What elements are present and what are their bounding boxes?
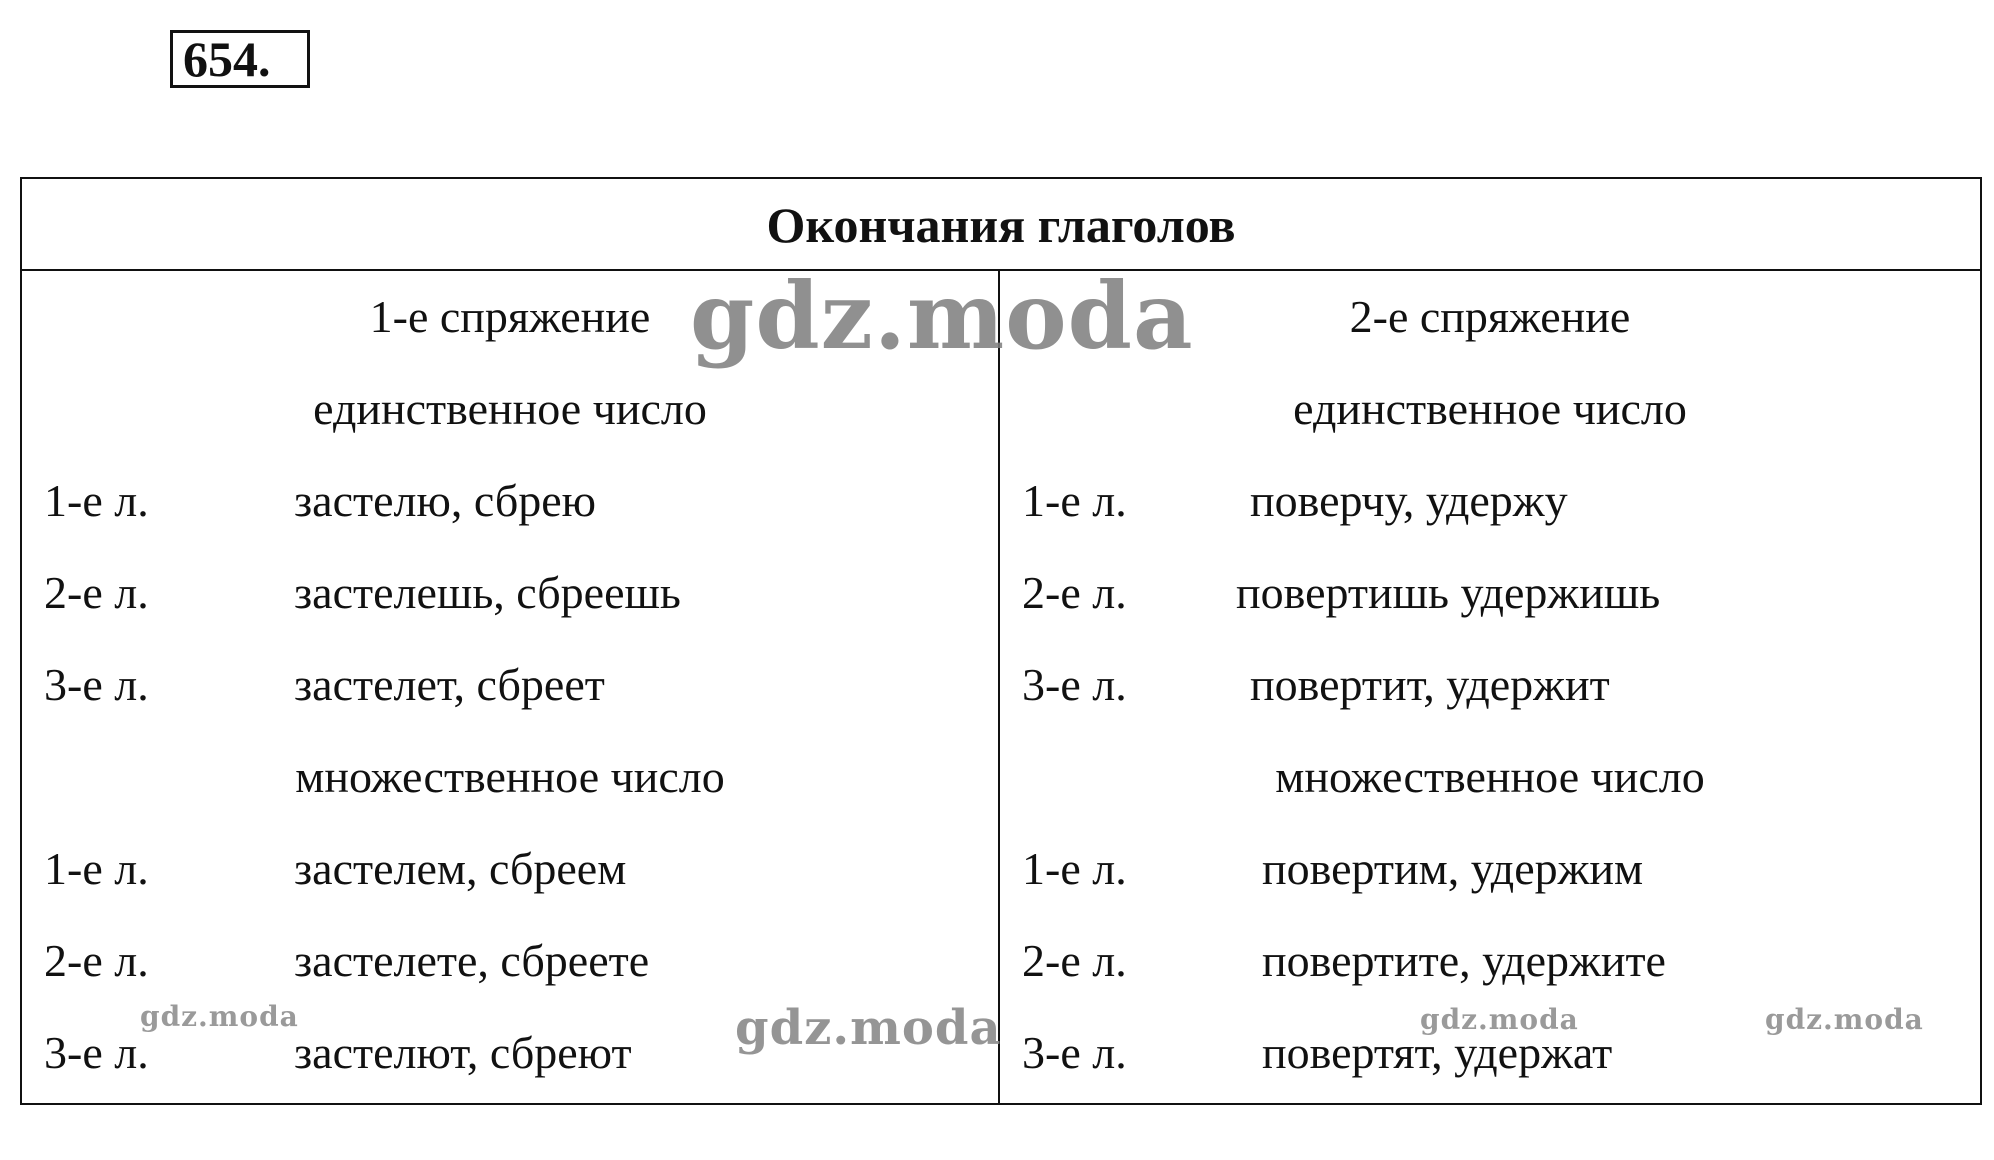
verb-forms: застелешь, сбреешь	[294, 567, 681, 618]
singular-heading: единственное число	[1293, 383, 1687, 434]
person-label: 3-е л.	[44, 1027, 149, 1078]
table-row	[1000, 823, 1980, 915]
person-label: 1-е л.	[1022, 843, 1127, 894]
person-label: 2-е л.	[44, 567, 149, 618]
verb-forms: поверчу, удержу	[1250, 475, 1568, 526]
verb-forms: повертят, удержат	[1262, 1027, 1613, 1078]
first-conjugation-column	[22, 271, 998, 1105]
verb-forms: повертим, удержим	[1262, 843, 1644, 894]
person-label: 3-е л.	[1022, 659, 1127, 710]
verb-forms: повертишь удержишь	[1236, 567, 1661, 618]
person-label: 3-е л.	[1022, 1027, 1127, 1078]
person-label: 2-е л.	[1022, 567, 1127, 618]
verb-forms: повертит, удержит	[1250, 659, 1610, 710]
table-row	[22, 823, 998, 915]
table-title: Окончания глаголов	[22, 179, 1980, 271]
plural-heading: множественное число	[1275, 751, 1705, 802]
table-row	[1000, 915, 1980, 1007]
verb-forms: застелю, сбрею	[294, 475, 597, 526]
table-row	[22, 915, 998, 1007]
person-label: 1-е л.	[1022, 475, 1127, 526]
conjugation-heading: 2-е спряжение	[1349, 291, 1631, 342]
person-label: 1-е л.	[44, 843, 149, 894]
singular-heading: единственное число	[313, 383, 707, 434]
person-label: 2-е л.	[1022, 935, 1127, 986]
watermark: gdz.moda	[140, 1000, 299, 1033]
table-row	[22, 639, 998, 731]
watermark: gdz.moda	[735, 1000, 1002, 1056]
watermark: gdz.moda	[1765, 1003, 1924, 1036]
person-label: 2-е л.	[44, 935, 149, 986]
table-row	[1000, 455, 1980, 547]
verb-forms: застелете, сбреете	[294, 935, 650, 986]
table-row	[1000, 639, 1980, 731]
verb-forms: застелем, сбреем	[294, 843, 627, 894]
conjugation-heading: 1-е спряжение	[369, 291, 651, 342]
watermark: gdz.moda	[690, 262, 1194, 370]
table-row	[22, 547, 998, 639]
verb-forms: застелют, сбреют	[294, 1027, 632, 1078]
watermark: gdz.moda	[1420, 1003, 1579, 1036]
verb-forms: повертите, удержите	[1262, 935, 1666, 986]
person-label: 1-е л.	[44, 475, 149, 526]
table-row	[1000, 547, 1980, 639]
person-label: 3-е л.	[44, 659, 149, 710]
plural-heading: множественное число	[295, 751, 725, 802]
second-conjugation-column	[1000, 271, 1980, 1105]
table-row	[22, 455, 998, 547]
verb-forms: застелет, сбреет	[294, 659, 605, 710]
exercise-number: 654.	[170, 30, 310, 88]
